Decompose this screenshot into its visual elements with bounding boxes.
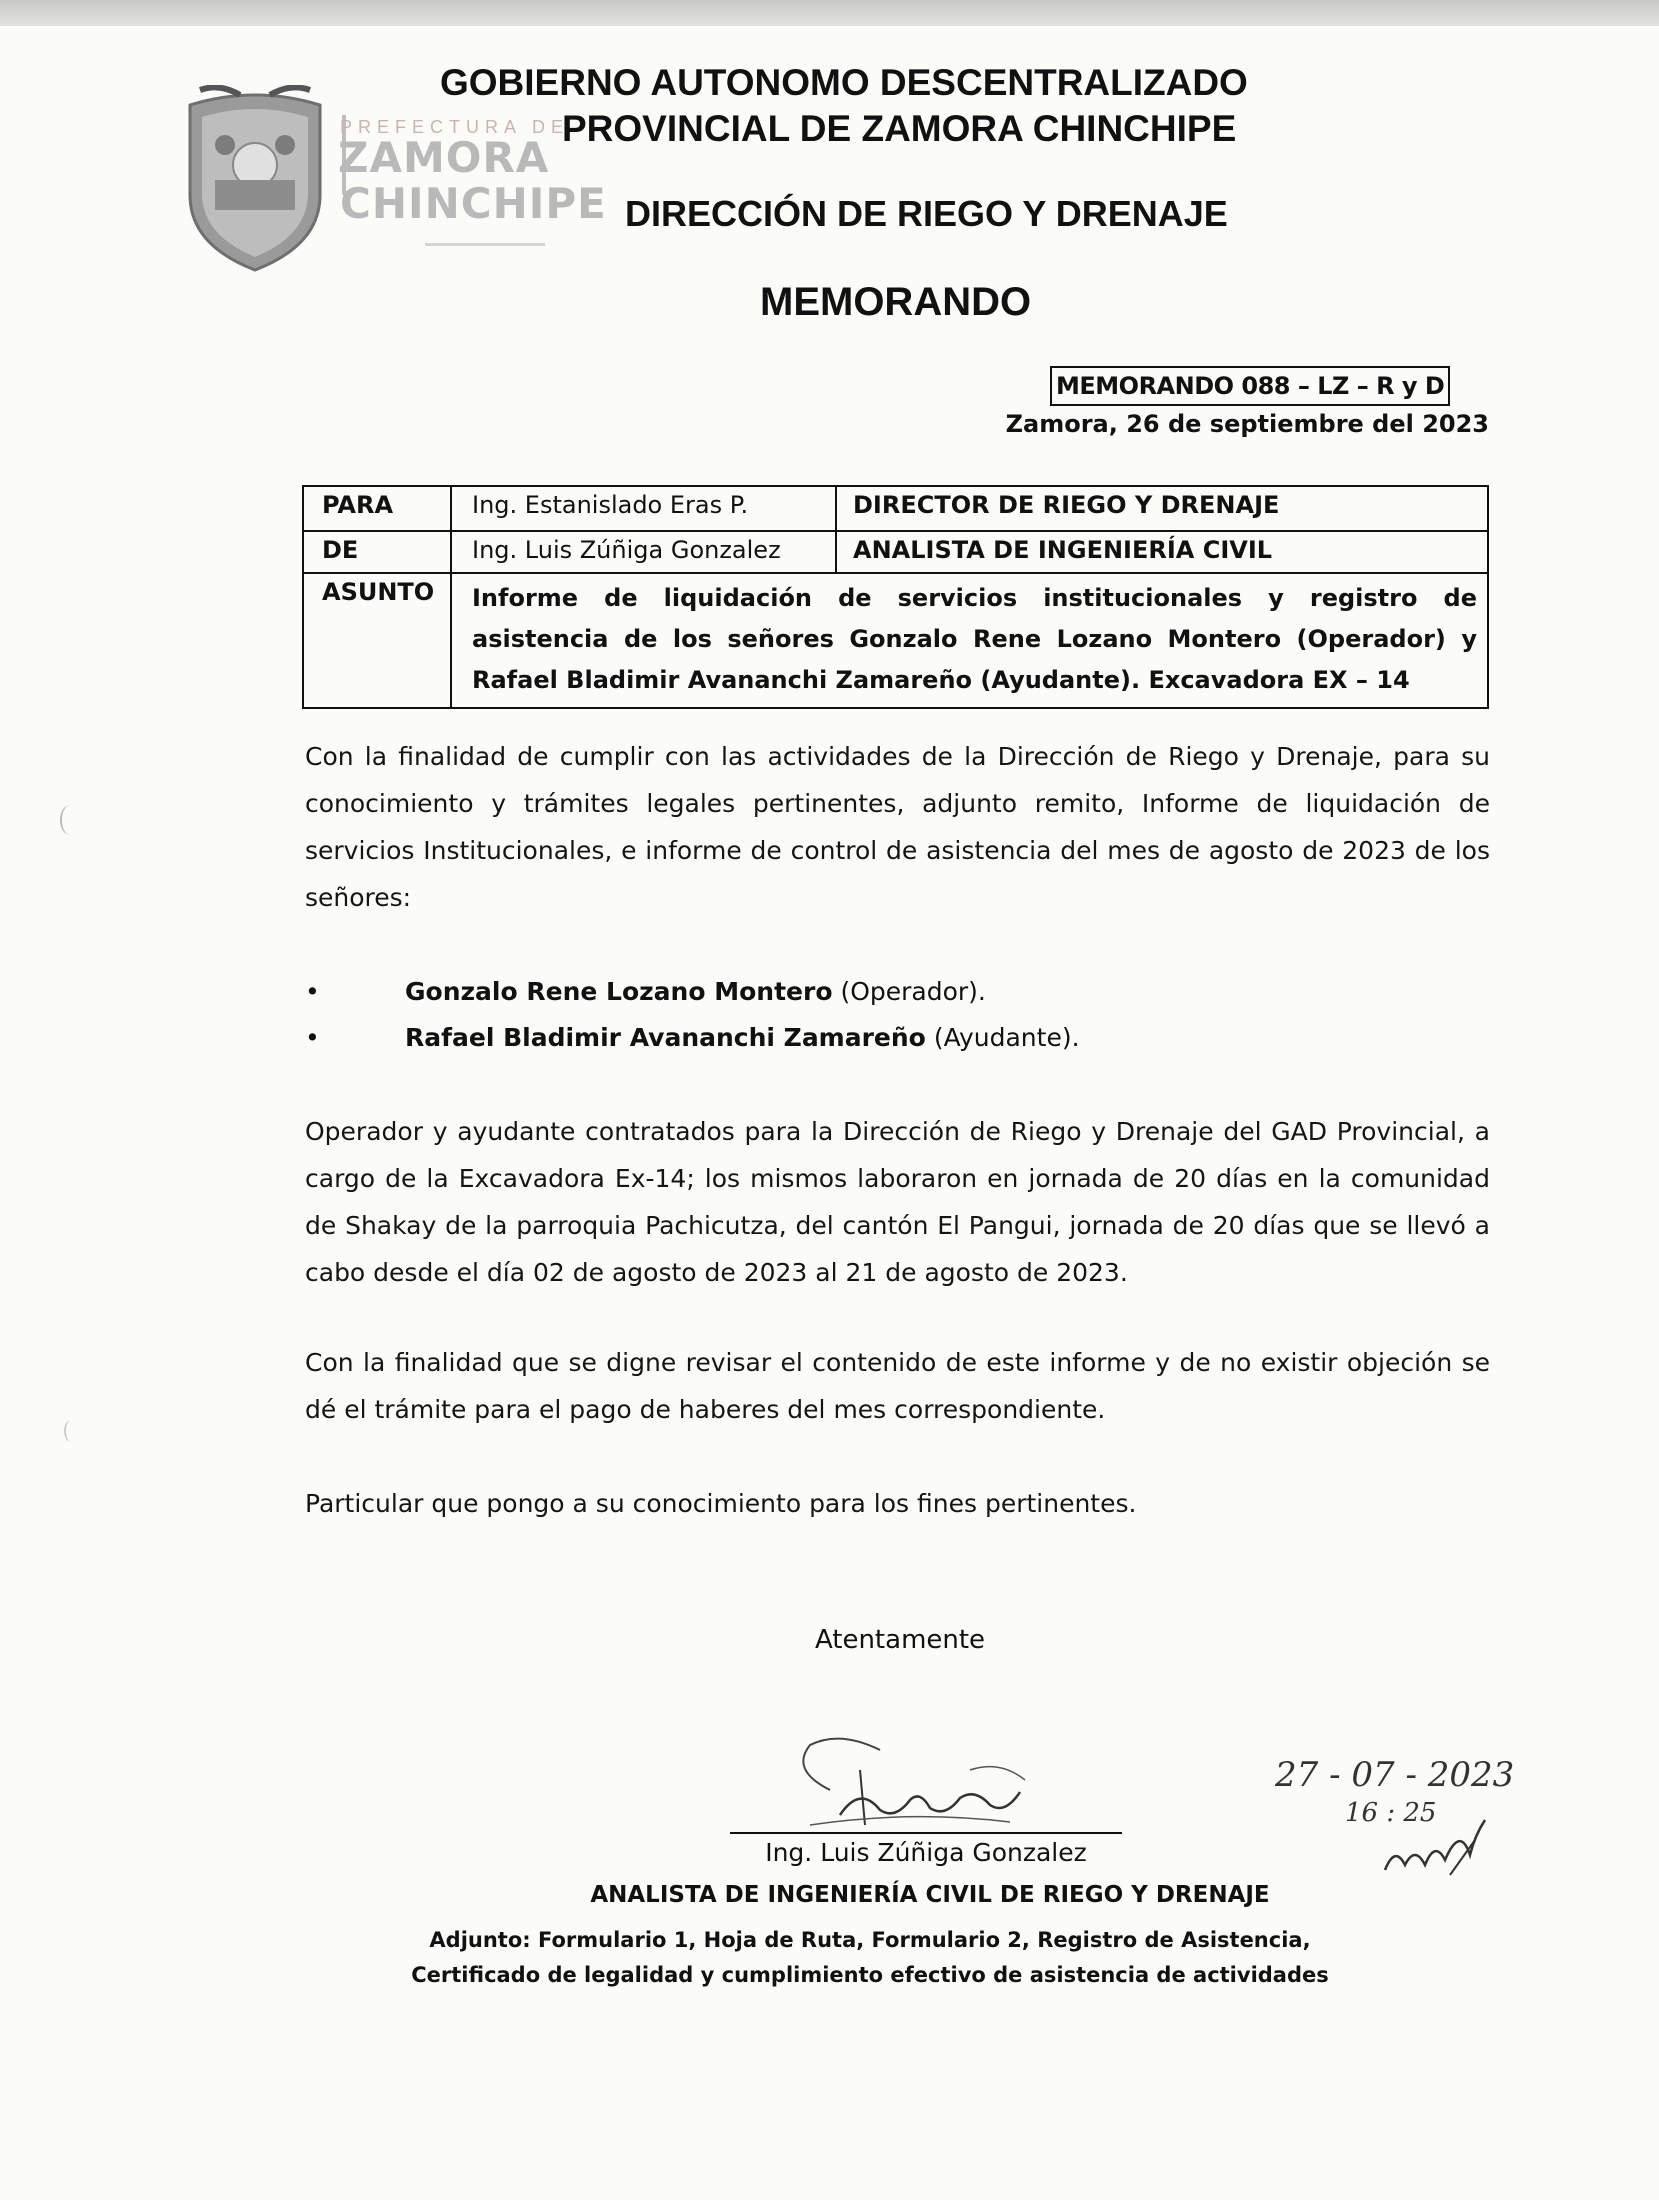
attachments-line-2: Certificado de legalidad y cumplimiento efectivo de asistencia de actividades	[411, 1963, 1329, 1987]
memo-number-box: MEMORANDO 088 – LZ – R y D	[1050, 366, 1450, 406]
para-role: DIRECTOR DE RIEGO Y DRENAJE	[853, 491, 1280, 519]
table-row-de	[304, 532, 1487, 574]
logo-underline	[425, 243, 545, 246]
person-name: Rafael Bladimir Avananchi Zamareño	[405, 1023, 926, 1052]
scan-mark	[64, 1420, 78, 1442]
bullet-icon: •	[305, 977, 320, 1006]
prefectura-logo	[180, 85, 607, 275]
para-name: Ing. Estanislado Eras P.	[452, 487, 837, 530]
person-role: (Operador).	[832, 977, 986, 1006]
org-name-line2: PROVINCIAL DE ZAMORA CHINCHIPE	[562, 108, 1237, 149]
list-item-text	[405, 1018, 1080, 1058]
scan-mark	[60, 805, 80, 835]
shield-emblem-icon	[180, 85, 330, 275]
asunto-text: Informe de liquidación de servicios institucionales y registro de asistencia de los señores Gonzalo Rene Lozano Montero (Operador) y Rafael Bladimir Avananchi Zamareño (Ayudante). Excavadora EX – 14	[472, 584, 1477, 694]
de-role: ANALISTA DE INGENIERÍA CIVIL	[853, 536, 1273, 564]
body-paragraph-1: Con la finalidad de cumplir con las actividades de la Dirección de Riego y Drenaje, para su conocimiento y trámites legales pertinentes, adjunto remito, Informe de liquidación de servicios Institucionales, e informe de control de asistencia del mes de agosto de 2023 de los señores:	[305, 742, 1490, 912]
org-name-line1: GOBIERNO AUTONOMO DESCENTRALIZADO	[440, 62, 1248, 103]
handwritten-signature-icon	[770, 1730, 1050, 1840]
scan-edge	[0, 0, 1659, 26]
list-item-text	[405, 972, 986, 1012]
de-label: DE	[304, 532, 452, 572]
initials-signature-icon	[1380, 1815, 1500, 1885]
document-type-title: MEMORANDO	[760, 280, 1032, 324]
logo-zamora-text: ZAMORA	[338, 133, 550, 182]
closing-salutation: Atentamente	[814, 1625, 986, 1655]
bullet-icon: •	[305, 1023, 320, 1052]
table-row-para	[304, 487, 1487, 532]
signer-name: Ing. Luis Zúñiga Gonzalez	[765, 1838, 1087, 1867]
received-time-handwritten: 16 : 25	[1345, 1798, 1437, 1828]
department-title: DIRECCIÓN DE RIEGO Y DRENAJE	[625, 193, 1228, 234]
logo-prefectura-text: PREFECTURA DE	[340, 117, 570, 137]
asunto-label: ASUNTO	[304, 574, 452, 707]
logo-chinchipe-text: CHINCHIPE	[340, 179, 607, 228]
memo-date: Zamora, 26 de septiembre del 2023	[1005, 410, 1489, 438]
signer-title: ANALISTA DE INGENIERÍA CIVIL DE RIEGO Y DRENAJE	[590, 1882, 1270, 1908]
para-label: PARA	[304, 487, 452, 530]
body-paragraph-4: Particular que pongo a su conocimiento para los fines pertinentes.	[305, 1489, 1137, 1518]
received-date-handwritten: 27 - 07 - 2023	[1275, 1755, 1515, 1795]
body-paragraph-3: Con la finalidad que se digne revisar el contenido de este informe y de no existir objeción se dé el trámite para el pago de haberes del mes correspondiente.	[305, 1348, 1490, 1424]
de-name: Ing. Luis Zúñiga Gonzalez	[452, 532, 837, 572]
signature-line	[730, 1832, 1122, 1834]
attachments-line-1: Adjunto: Formulario 1, Hoja de Ruta, Formulario 2, Registro de Asistencia,	[429, 1928, 1311, 1952]
person-name: Gonzalo Rene Lozano Montero	[405, 977, 833, 1006]
memo-header-table	[302, 485, 1489, 709]
body-paragraph-2: Operador y ayudante contratados para la Dirección de Riego y Drenaje del GAD Provincial, a cargo de la Excavadora Ex-14; los mismos laboraron en jornada de 20 días en la comunidad de Shakay de la parroquia Pachicutza, del cantón El Pangui, jornada de 20 días que se llevó a cabo desde el día 02 de agosto de 2023 al 21 de agosto de 2023.	[305, 1117, 1490, 1287]
table-row-asunto	[304, 574, 1487, 707]
person-role: (Ayudante).	[925, 1023, 1080, 1052]
